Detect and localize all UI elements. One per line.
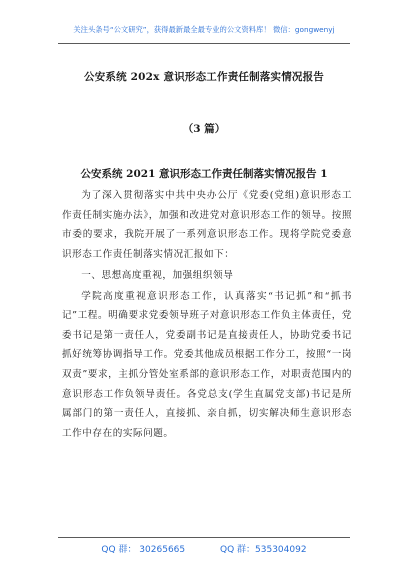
footer-qq-group-2: QQ 群：535304092 <box>220 545 307 555</box>
footer-divider <box>58 537 350 538</box>
document-count: （3 篇） <box>182 123 226 135</box>
section-title: 公安系统 2021 意识形态工作责任制落实情况报告 1 <box>80 168 328 180</box>
header-banner: 关注头条号“公文研究”，获得最新最全最专业的公文资料库！ 微信：gongwenyj <box>73 25 335 34</box>
footer-qq-group-1: QQ 群： 30265665 <box>101 545 186 555</box>
body-subheading: 一、思想高度重视，加强组织领导 <box>81 269 234 281</box>
body-paragraph: 为了深入贯彻落实中共中央办公厅《党委(党组)意识形态工作责任制实施办法》，加强和改进党对意识形态工作的领导。按照市委的要求，我院开展了一系列意识形态工作。现将学院党委意识形态工作责任制落实情况汇报如下： <box>62 190 352 260</box>
document-body <box>62 186 352 443</box>
body-paragraph: 学院高度重视意识形态工作，认真落实“书记抓”和“抓书记”工程。明确要求党委领导班子对意识形态工作负主体责任，党委书记是第一责任人，党委副书记是直接责任人，协助党委书记抓好统筹协调指导工作。党委其他成员根据工作分工，按照“一岗双责”要求，主抓分管处室系部的意识形态工作，对职责范围内的意识形态工作负领导责任。各党总支(学生直属党支部)书记是所属部门的第一责任人，直接抓、亲自抓，切实解决师生意识形态工作中存在的实际问题。 <box>62 290 352 439</box>
footer <box>0 542 408 555</box>
header-divider <box>58 43 350 44</box>
document-title: 公安系统 202x 意识形态工作责任制落实情况报告 <box>84 71 324 83</box>
